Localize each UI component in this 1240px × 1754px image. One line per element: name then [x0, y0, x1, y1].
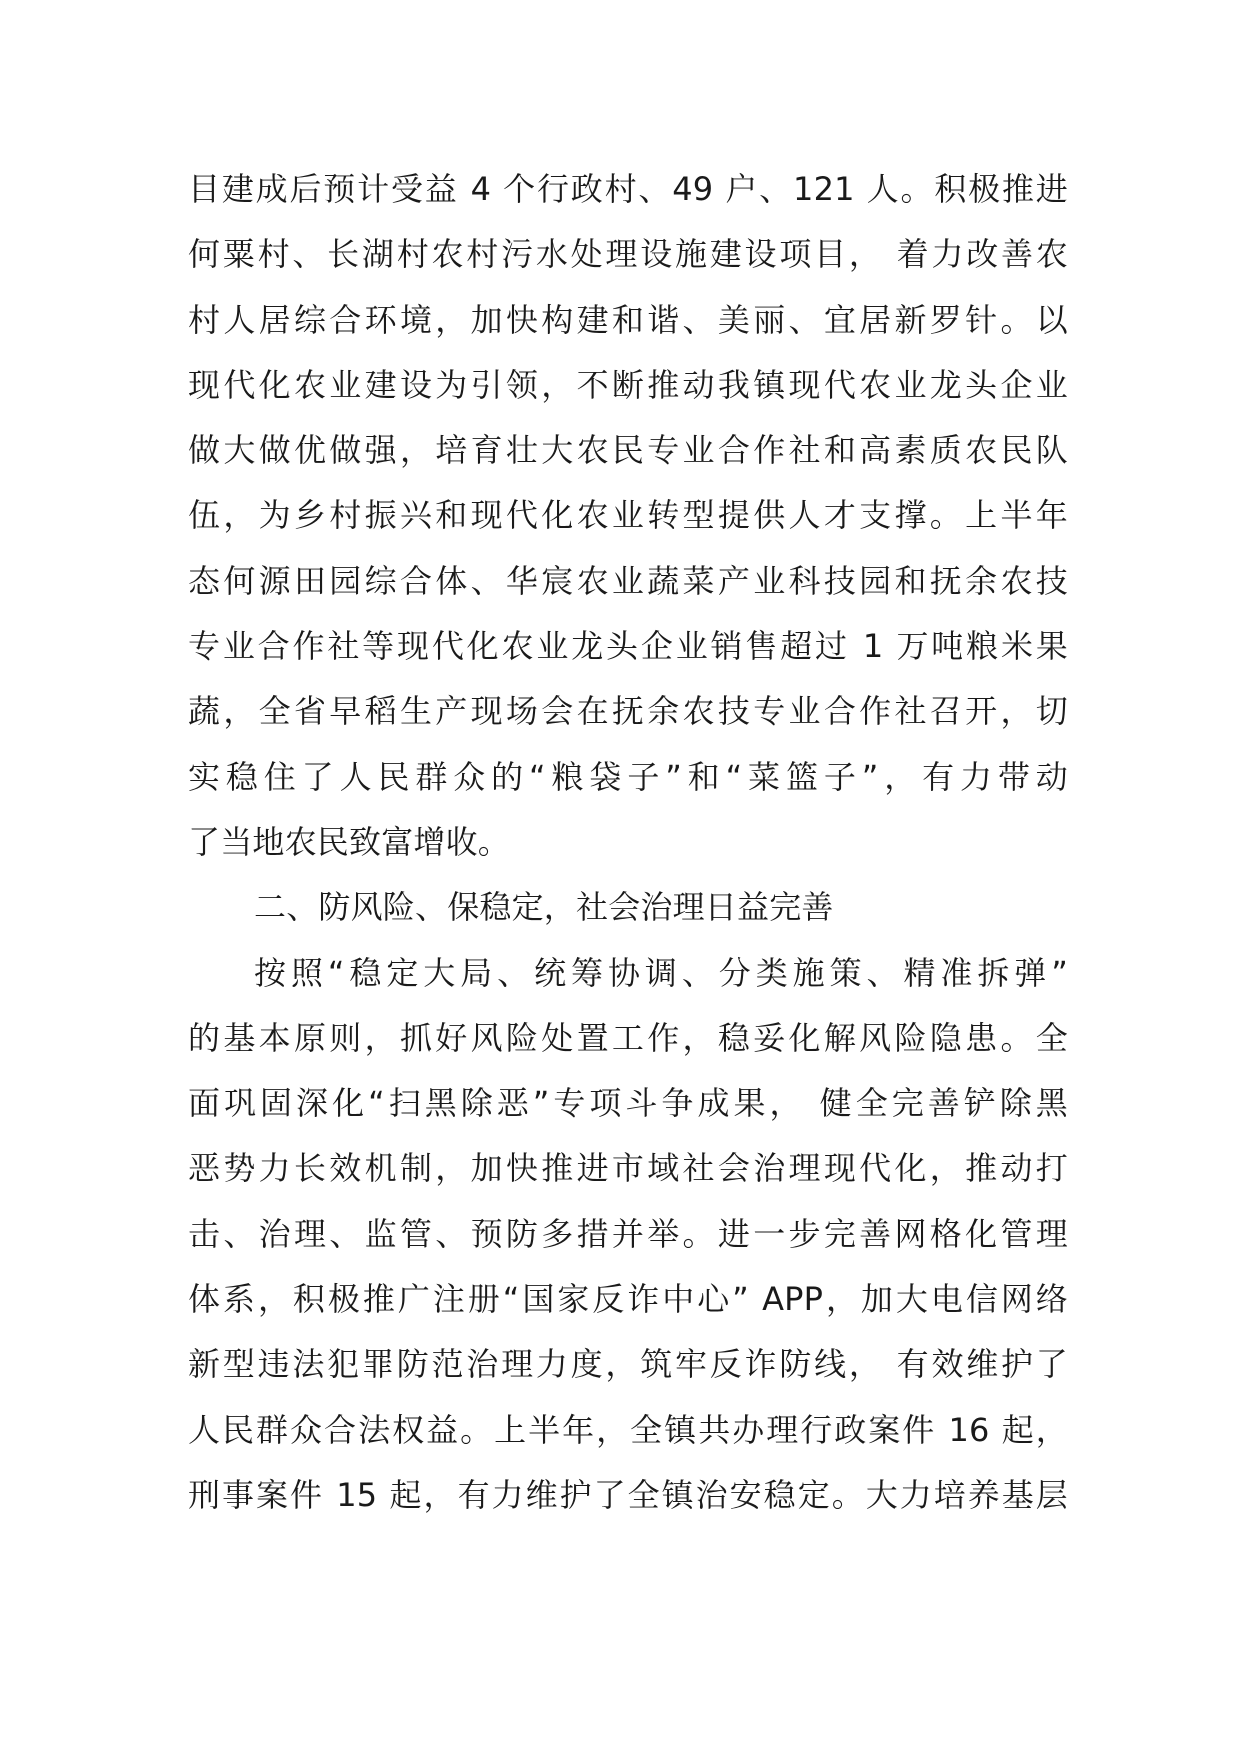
- text-line: 态何源田园综合体、华宸农业蔬菜产业科技园和抚余农技: [188, 561, 1068, 600]
- text-line: 的基本原则，抓好风险处置工作，稳妥化解风险隐患。全: [188, 1018, 1068, 1057]
- text-line: 恶势力长效机制，加快推进市域社会治理现代化，推动打: [188, 1149, 1068, 1188]
- text-line: 体系，积极推广注册“国家反诈中心” APP，加大电信网络: [188, 1280, 1068, 1319]
- text-line: 了当地农民致富增收。: [188, 822, 511, 861]
- text-line: 按照“稳定大局、统筹协调、分类施策、精准拆弹”: [254, 953, 1068, 992]
- text-line: 蔬，全省早稻生产现场会在抚余农技专业合作社召开，切: [188, 692, 1068, 731]
- text-line: 做大做优做强，培育壮大农民专业合作社和高素质农民队: [188, 431, 1068, 470]
- text-line: 新型违法犯罪防范治理力度，筑牢反诈防线， 有效维护了: [188, 1345, 1068, 1384]
- text-line: 何粟村、长湖村农村污水处理设施建设项目， 着力改善农: [188, 235, 1068, 274]
- text-line: 专业合作社等现代化农业龙头企业销售超过 1 万吨粮米果: [188, 627, 1068, 666]
- text-line: 击、治理、监管、预防多措并举。进一步完善网格化管理: [188, 1214, 1068, 1253]
- text-line: 目建成后预计受益 4 个行政村、49 户、121 人。积极推进: [188, 170, 1068, 208]
- text-line: 人民群众合法权益。上半年，全镇共办理行政案件 16 起，: [188, 1410, 1068, 1449]
- body-text: [188, 157, 1068, 1528]
- text-line: 伍，为乡村振兴和现代化农业转型提供人才支撑。上半年: [188, 496, 1068, 535]
- text-line: 面巩固深化“扫黑除恶”专项斗争成果， 健全完善铲除黑: [188, 1084, 1068, 1123]
- text-line: 村人居综合环境，加快构建和谐、美丽、宜居新罗针。以: [188, 300, 1068, 339]
- section-heading: 二、防风险、保稳定，社会治理日益完善: [254, 888, 834, 927]
- text-line: 现代化农业建设为引领，不断推动我镇现代农业龙头企业: [188, 365, 1068, 404]
- text-line: 实稳住了人民群众的“粮袋子”和“菜篮子”，有力带动: [188, 757, 1068, 796]
- text-line: 刑事案件 15 起，有力维护了全镇治安稳定。大力培养基层: [188, 1475, 1068, 1514]
